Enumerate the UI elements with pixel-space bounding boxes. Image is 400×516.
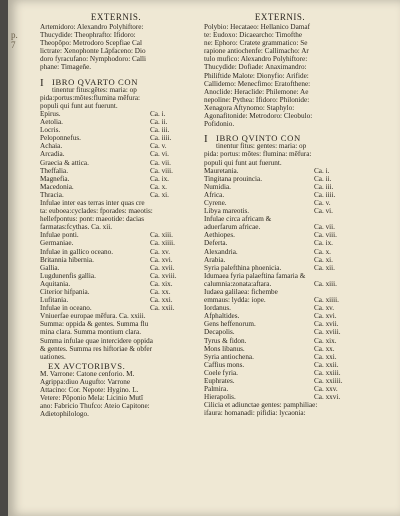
chapter-number: Ca. xiiii.	[150, 239, 175, 248]
right-intro	[204, 23, 356, 128]
chapter-number: Ca. ix.	[314, 239, 333, 248]
chapter-name: Lufitania.	[40, 296, 69, 305]
text-line: Summa: oppida & gentes. Summa flu	[40, 320, 149, 329]
chapter-name: Lugdunenfis gallia.	[40, 271, 96, 280]
chapter-entry	[40, 248, 192, 256]
chapter-number: Ca. xiiii.	[314, 296, 339, 305]
text-line: hellefpontus: pont: maeotide: dacias	[40, 215, 144, 224]
text-line: Cilicia et adiunctae gentes: pamphiliae:	[204, 401, 318, 410]
chapter-name: Achaia.	[40, 142, 63, 151]
chapter-name: Macedonia.	[40, 182, 74, 191]
left-header: EXTERNIS.	[90, 12, 142, 22]
book-four-heading	[40, 78, 192, 94]
right-chapter-list	[204, 167, 356, 402]
chapter-number: Ca. v.	[314, 198, 331, 207]
chapter-entry	[40, 167, 192, 175]
chapter-name: Gallia.	[40, 263, 60, 272]
chapter-entry	[204, 256, 356, 264]
text-line: Thucydide: Theophrafto: Ifidoro:	[40, 31, 136, 40]
chapter-entry	[204, 183, 356, 191]
chapter-entry	[40, 159, 192, 167]
chapter-name: Iordanus.	[204, 304, 231, 313]
book-title: IBRO QVINTO CON	[216, 133, 301, 144]
text-line: Attacino: Cor. Nepote: Hygino. L.	[40, 386, 139, 395]
chapter-number: Ca. xv.	[150, 247, 171, 256]
chapter-name: Epirus.	[40, 109, 61, 118]
chapter-entry	[204, 207, 356, 215]
chapter-entry	[204, 175, 356, 183]
chapter-name: Arcadia.	[40, 150, 65, 159]
text-line: M. Varrone: Catone cenforio. M.	[40, 369, 135, 378]
chapter-number: Ca. xvi.	[150, 255, 173, 264]
chapter-number: Ca. xxii.	[150, 304, 175, 313]
text-line: mina clara. Summa montium clara.	[40, 328, 141, 337]
authors-heading: EX AVCTORIBVS.	[48, 360, 126, 371]
chapter-name: Tyrus & fidon.	[204, 336, 247, 345]
chapter-entry	[204, 167, 356, 175]
chapter-number: Ca. xx.	[150, 288, 171, 296]
chapter-name: Syria antiochena.	[204, 352, 254, 361]
text-line: phane: Timageñe.	[40, 63, 92, 72]
right-closing	[204, 401, 356, 417]
chapter-entry	[204, 385, 356, 393]
text-line: Vniuerfae europae mēfura. Ca. xxiii.	[40, 312, 146, 321]
chapter-number: Ca. xxvi.	[314, 393, 341, 402]
text-line: doro fyracufano: Nymphodoro: Calli	[40, 55, 146, 64]
chapter-number: Ca. i.	[150, 109, 166, 118]
drop-initial: I	[204, 133, 208, 146]
chapter-number: Ca. xviii.	[314, 328, 341, 337]
text-line: farmatas:fcythas. Ca. xii.	[40, 223, 113, 232]
chapter-entry	[204, 304, 356, 312]
text-line: tinentur fitus:gētes: maria: op	[52, 85, 137, 94]
chapter-entry	[204, 223, 356, 231]
chapter-number: Ca. xi.	[150, 190, 169, 199]
text-line: ta: euboea:cyclades: fporades: maeotis:	[40, 207, 153, 216]
chapter-entry	[40, 288, 192, 296]
chapter-entry	[40, 118, 192, 126]
chapter-name: Deferta.	[204, 239, 228, 248]
text-line: ano: Fabricio Thufco: Ateio Capitone:	[40, 402, 150, 411]
chapter-name: Aethiopes.	[204, 231, 235, 240]
chapter-number: Ca. xiii.	[150, 231, 173, 240]
chapter-name: Arabia.	[204, 255, 226, 264]
chapter-entry	[40, 256, 192, 264]
text-line: Xenagora Aftynomo: Staphylo:	[204, 103, 295, 112]
chapter-number: Ca. xxv.	[314, 385, 338, 394]
chapter-name: Decapolis.	[204, 328, 235, 337]
chapter-entry	[40, 175, 192, 183]
chapter-name: Gens heffenorum.	[204, 320, 256, 329]
text-line: tinentur fitus: gentes: maria: op	[216, 142, 307, 151]
chapter-name: Magnefia.	[40, 174, 70, 183]
chapter-entry	[204, 239, 356, 247]
chapter-number: Ca. xi.	[314, 255, 333, 264]
chapter-number: Ca. xxii.	[314, 360, 339, 369]
chapter-number: Ca. vi.	[150, 150, 169, 159]
text-line: tulo mufico: Alexandro Polyhiftore:	[204, 55, 308, 64]
chapter-entry	[40, 142, 192, 150]
text-line: Callidemo: Menecfimo: Eratofthene:	[204, 79, 311, 88]
chapter-number: Ca. xx.	[314, 344, 335, 353]
chapter-number: Ca. x.	[150, 182, 167, 191]
book-title: IBRO QVARTO CON	[52, 76, 138, 87]
chapter-name: Palmira.	[204, 385, 229, 394]
chapter-number: Ca. iiii.	[314, 190, 336, 199]
text-line: Vetere: Pōponio Mela: Licinio Mutī	[40, 394, 144, 403]
book-five-heading	[204, 134, 356, 150]
chapter-entry	[40, 191, 192, 199]
chapter-number: Ca. xix.	[314, 336, 337, 345]
chapter-number: Ca. ii.	[314, 174, 332, 183]
chapter-name: Numidia.	[204, 182, 231, 191]
chapter-entry	[40, 280, 192, 288]
text-line: Thucydide: Dofiade: Anaximandro:	[204, 63, 307, 72]
chapter-number: Ca. xvi.	[314, 312, 337, 321]
authors-list	[40, 370, 192, 419]
chapter-name: Hierapolis.	[204, 393, 236, 402]
chapter-entry	[204, 191, 356, 199]
chapter-number: Ca. ii.	[150, 118, 168, 127]
chapter-entry	[204, 312, 356, 320]
text-line: Artemidoro: Alexandro Polyhiftore:	[40, 23, 144, 31]
margin-note: p. 7	[11, 30, 18, 50]
chapter-entry	[204, 264, 356, 272]
chapter-number: Ca. viii.	[150, 166, 173, 175]
chapter-name: Peloponnefus.	[40, 134, 81, 143]
chapter-entry	[40, 150, 192, 158]
chapter-number: Ca. viii.	[314, 231, 337, 240]
chapter-name: Euphrates.	[204, 377, 235, 386]
chapter-entry	[40, 239, 192, 247]
chapter-entry	[204, 215, 356, 223]
left-closing	[40, 312, 192, 361]
text-line: Agrippa:diuo Augufto: Varrone	[40, 378, 131, 387]
chapter-number: Ca. xviii.	[150, 271, 177, 280]
chapter-entry	[204, 361, 356, 369]
left-chapter-list-2	[40, 231, 192, 312]
text-line: Agonafitonide: Metrodoro: Cleobulo:	[204, 112, 313, 121]
text-line: pida: portus: mōtes: flumina: mēfura:	[204, 150, 312, 159]
chapter-number: Ca. xiii.	[314, 279, 337, 288]
chapter-number: Ca. i.	[314, 166, 330, 175]
chapter-entry	[204, 248, 356, 256]
chapter-name: Aetolia.	[40, 118, 63, 127]
book-page	[8, 0, 400, 516]
chapter-entry	[40, 183, 192, 191]
chapter-name: Thracia.	[40, 190, 64, 199]
chapter-name: Graecia & attica.	[40, 158, 89, 167]
text-line: ne: Ephoro: Cratete grammatico: Se	[204, 39, 308, 48]
chapter-number: Ca. vii.	[150, 158, 171, 167]
chapter-number: Ca. iiii.	[150, 134, 172, 143]
text-line: nepoline: Pythea: Ifidoro: Philonide:	[204, 95, 310, 104]
chapter-entry	[204, 288, 356, 296]
chapter-number: Ca. xvii.	[314, 320, 339, 329]
chapter-entry	[204, 377, 356, 385]
chapter-number: Ca. v.	[150, 142, 167, 151]
chapter-number	[314, 288, 356, 296]
chapter-name: Cyrene.	[204, 198, 227, 207]
chapter-number: Ca. xxi.	[314, 352, 337, 361]
chapter-number: Ca. iii.	[150, 126, 170, 135]
chapter-name: Locris.	[40, 126, 61, 135]
chapter-number	[314, 215, 356, 223]
chapter-entry	[204, 328, 356, 336]
chapter-entry	[204, 280, 356, 288]
text-line: Polybio: Hecataeo: Hellanico Damaf	[204, 23, 310, 31]
chapter-number: Ca. vii.	[314, 223, 335, 232]
chapter-entry	[204, 369, 356, 377]
chapter-name: Infulae circa africam &	[204, 215, 272, 224]
left-islands	[40, 199, 192, 231]
chapter-entry	[40, 264, 192, 272]
text-line: uationes.	[40, 352, 66, 361]
text-line: Theopõpo: Metrodoro Scepfiae Cal	[40, 39, 142, 48]
chapter-entry	[204, 272, 356, 280]
chapter-entry	[204, 231, 356, 239]
chapter-name: Aquitania.	[40, 279, 71, 288]
right-column	[204, 13, 356, 418]
chapter-name: Libya mareotis.	[204, 207, 250, 216]
chapter-entry	[40, 296, 192, 304]
chapter-name: calumnia:zonata:aftara.	[204, 279, 272, 288]
chapter-name: Coele fyria.	[204, 368, 238, 377]
chapter-number: Ca. vi.	[314, 207, 333, 216]
chapter-entry	[40, 272, 192, 280]
chapter-name: Britannia hibernia.	[40, 255, 94, 264]
chapter-entry	[204, 199, 356, 207]
chapter-entry	[40, 134, 192, 142]
chapter-name: Afphaltides.	[204, 312, 240, 321]
chapter-number: Ca. iii.	[314, 182, 334, 191]
chapter-number: Ca. xxi.	[150, 296, 173, 305]
chapter-name: Tingitana prouincia.	[204, 174, 263, 183]
chapter-entry	[40, 110, 192, 118]
chapter-name: Idumaea fyria palaeftina famaria &	[204, 271, 306, 280]
chapter-entry	[204, 320, 356, 328]
text-line: Adietophilologo.	[40, 410, 89, 419]
chapter-number: Ca. xix.	[150, 279, 173, 288]
chapter-name: Theffalia.	[40, 166, 69, 175]
chapter-name: Africa.	[204, 190, 225, 199]
chapter-entry	[204, 393, 356, 401]
chapter-entry	[40, 231, 192, 239]
chapter-name: Mauretania.	[204, 166, 239, 175]
right-header: EXTERNIS.	[254, 12, 306, 22]
chapter-name: Caffius mons.	[204, 360, 245, 369]
text-line: Pofidonio.	[204, 120, 235, 129]
chapter-name: Iudaea galilaea: fichembe	[204, 288, 278, 296]
chapter-number: Ca. xii.	[314, 263, 335, 272]
text-line: Philiftide Malote: Dionyfio: Arifide:	[204, 71, 309, 80]
chapter-name: Alexandria.	[204, 247, 238, 256]
left-intro	[40, 23, 192, 72]
chapter-name: aduerfarum africae.	[204, 223, 261, 232]
chapter-name: Germaniae.	[40, 239, 74, 248]
text-line: Infulae inter eas terras inter quas cre	[40, 198, 145, 207]
chapter-number	[314, 272, 356, 280]
text-line: pida:portus:mōtes:flumina mēfura:	[40, 93, 141, 102]
chapter-name: emmaus: lydda: iope.	[204, 296, 266, 305]
chapter-entry	[204, 345, 356, 353]
chapter-number: Ca. x.	[314, 247, 331, 256]
chapter-name: Infulae ponti.	[40, 231, 79, 240]
chapter-entry	[204, 337, 356, 345]
chapter-name: Syria palefthina phoenicia.	[204, 263, 282, 272]
chapter-entry	[40, 304, 192, 312]
chapter-name: Mons libanus.	[204, 344, 245, 353]
left-chapter-list	[40, 110, 192, 199]
left-column	[40, 13, 192, 419]
chapter-number: Ca. ix.	[150, 174, 169, 183]
text-line: populi qui funt aut fuerunt.	[40, 101, 118, 110]
chapter-number: Ca. xvii.	[150, 263, 175, 272]
text-line: lictrate: Xenophonte Lãpfaceno: Dio	[40, 47, 146, 56]
chapter-number: Ca. xv.	[314, 304, 335, 313]
chapter-name: Infulae in oceano.	[40, 304, 92, 313]
chapter-number: Ca. xxiii.	[314, 368, 341, 377]
text-line: Anoclide: Heraclide: Philemone: Ae	[204, 87, 309, 96]
text-line: te: Eudoxo: Dicaearcho: Timofthe	[204, 31, 303, 40]
text-line: Summa infulae quae intercidere oppida	[40, 336, 153, 345]
chapter-entry	[204, 296, 356, 304]
chapter-number: Ca. xxiiii.	[314, 377, 343, 386]
text-line: rapione antiochenfe: Callimacho: Ar	[204, 47, 309, 56]
drop-initial: I	[40, 76, 44, 89]
chapter-entry	[40, 126, 192, 134]
text-line: ifaura: homanadi: pifidia: lycaonia:	[204, 409, 306, 418]
chapter-name: Citerior hifpania.	[40, 288, 90, 296]
text-line: & gentes. Summa res hiftoriae & obfer	[40, 344, 152, 353]
text-line: populi qui funt aut fuerunt.	[204, 158, 282, 167]
chapter-entry	[204, 353, 356, 361]
chapter-name: Infulae in gallico oceano.	[40, 247, 114, 256]
